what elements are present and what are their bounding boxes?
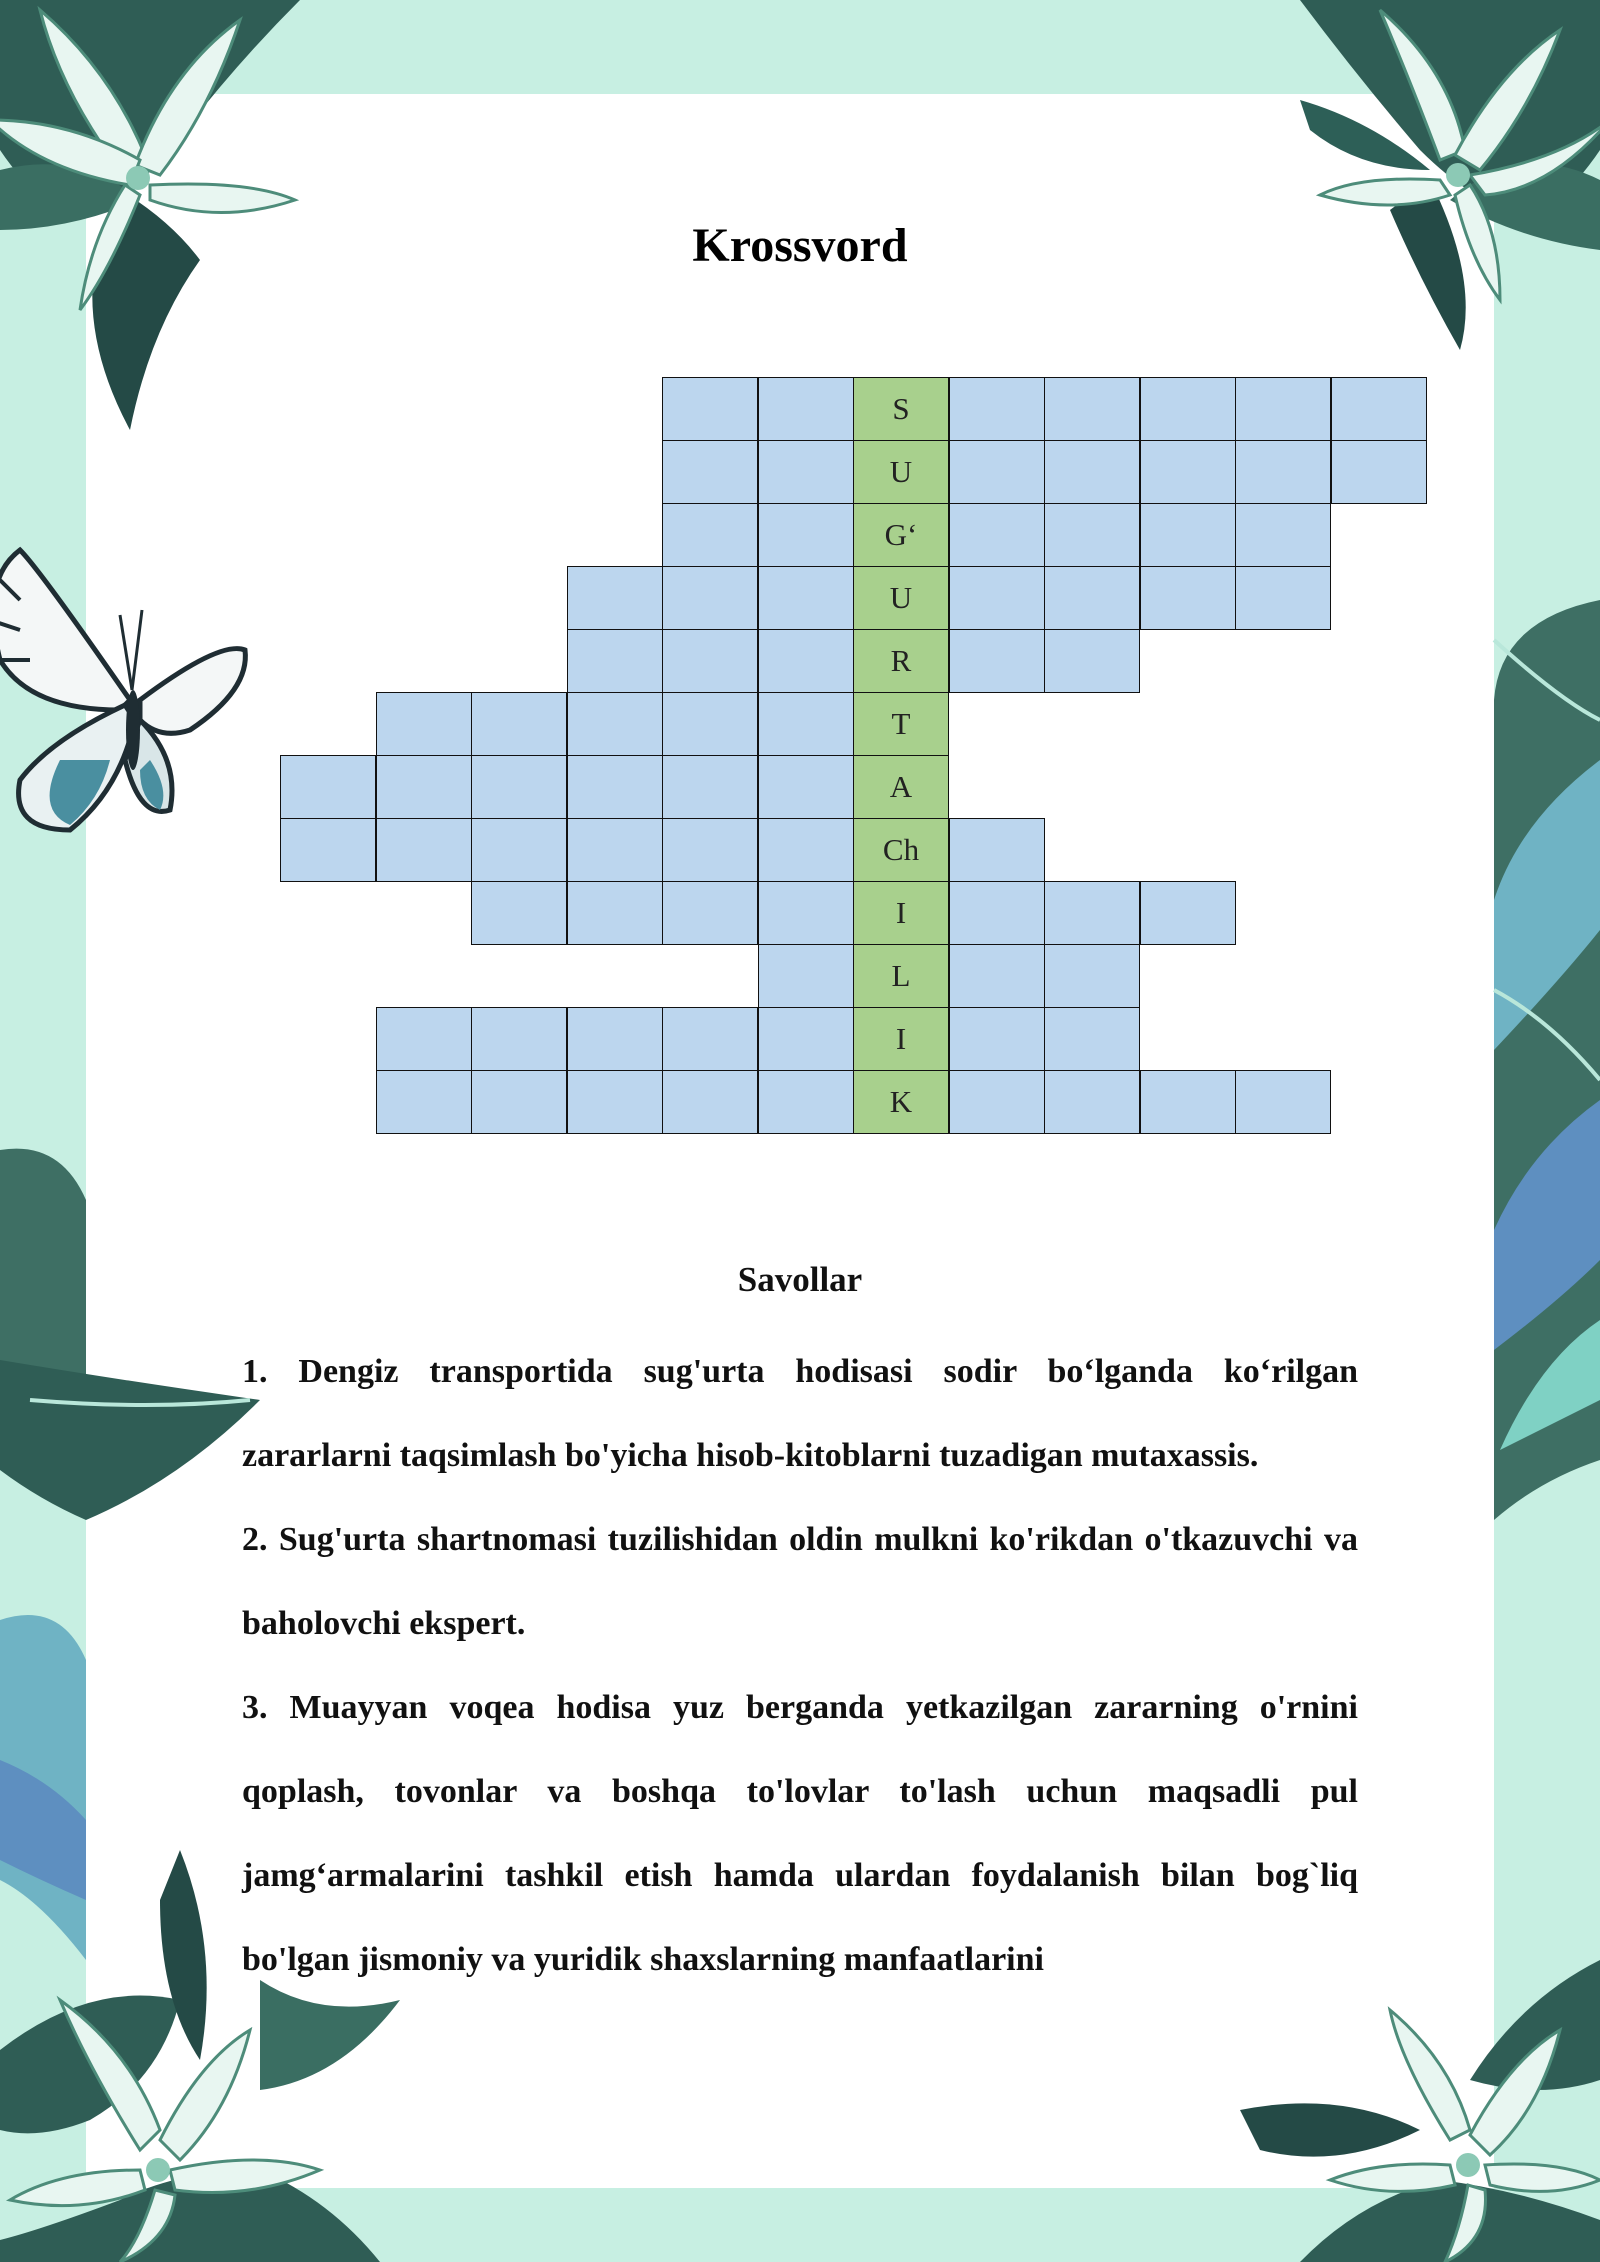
crossword-cell bbox=[471, 818, 567, 882]
crossword-cell bbox=[949, 503, 1045, 567]
crossword-cell bbox=[1331, 377, 1427, 441]
crossword-cell bbox=[758, 1070, 854, 1134]
crossword-cell bbox=[758, 818, 854, 882]
crossword-cell bbox=[471, 1070, 567, 1134]
crossword-key-cell: A bbox=[853, 755, 949, 819]
crossword-cell bbox=[949, 377, 1045, 441]
crossword-cell bbox=[567, 1070, 663, 1134]
crossword-cell bbox=[376, 692, 472, 756]
crossword-cell bbox=[949, 944, 1045, 1008]
crossword-cell bbox=[758, 692, 854, 756]
crossword-cell bbox=[1044, 1070, 1140, 1134]
crossword-cell bbox=[471, 755, 567, 819]
crossword-cell bbox=[471, 692, 567, 756]
crossword-key-cell: R bbox=[853, 629, 949, 693]
crossword-cell bbox=[1044, 440, 1140, 504]
crossword-cell bbox=[567, 629, 663, 693]
question-item: 2. Sug'urta shartnomasi tuzilishidan oldin mulkni ko'rikdan o'tkazuvchi va baholovchi ekspert. bbox=[242, 1521, 1358, 1642]
crossword-cell bbox=[949, 1007, 1045, 1071]
crossword-key-cell: K bbox=[853, 1070, 949, 1134]
crossword-cell bbox=[662, 818, 758, 882]
crossword-cell bbox=[280, 818, 376, 882]
crossword-cell bbox=[758, 440, 854, 504]
crossword-cell bbox=[662, 566, 758, 630]
crossword-cell bbox=[1140, 881, 1236, 945]
crossword-cell bbox=[1235, 377, 1331, 441]
questions-list bbox=[242, 1330, 1358, 2002]
crossword-cell bbox=[662, 440, 758, 504]
crossword-cell bbox=[758, 503, 854, 567]
crossword-cell bbox=[1140, 1070, 1236, 1134]
crossword-key-cell: S bbox=[853, 377, 949, 441]
crossword-cell bbox=[662, 1007, 758, 1071]
crossword-cell bbox=[662, 377, 758, 441]
crossword-cell bbox=[662, 755, 758, 819]
crossword-cell bbox=[1140, 440, 1236, 504]
crossword-cell bbox=[949, 566, 1045, 630]
crossword-cell bbox=[758, 566, 854, 630]
crossword-cell bbox=[662, 692, 758, 756]
crossword-cell bbox=[376, 818, 472, 882]
crossword-cell bbox=[758, 1007, 854, 1071]
crossword-key-cell: Ch bbox=[853, 818, 949, 882]
crossword-key-cell: T bbox=[853, 692, 949, 756]
crossword-cell bbox=[758, 881, 854, 945]
crossword-key-cell: U bbox=[853, 440, 949, 504]
crossword-cell bbox=[1044, 566, 1140, 630]
crossword-cell bbox=[567, 1007, 663, 1071]
crossword-cell bbox=[471, 881, 567, 945]
crossword-cell bbox=[662, 629, 758, 693]
crossword-cell bbox=[1044, 377, 1140, 441]
crossword-cell bbox=[1235, 440, 1331, 504]
crossword-cell bbox=[376, 755, 472, 819]
crossword-cell bbox=[758, 755, 854, 819]
crossword-cell bbox=[1140, 503, 1236, 567]
crossword-cell bbox=[280, 755, 376, 819]
crossword-cell bbox=[949, 629, 1045, 693]
crossword-key-cell: L bbox=[853, 944, 949, 1008]
crossword-cell bbox=[1044, 629, 1140, 693]
crossword-cell bbox=[662, 503, 758, 567]
crossword-cell bbox=[1044, 881, 1140, 945]
page-title: Krossvord bbox=[692, 219, 908, 272]
crossword-cell bbox=[758, 944, 854, 1008]
crossword-cell bbox=[1044, 944, 1140, 1008]
crossword-key-cell: I bbox=[853, 1007, 949, 1071]
questions-title: Savollar bbox=[737, 1260, 863, 1299]
crossword-cell bbox=[567, 818, 663, 882]
crossword-cell bbox=[1044, 1007, 1140, 1071]
crossword-cell bbox=[662, 1070, 758, 1134]
question-item: 1. Dengiz transportida sug'urta hodisasi sodir bo‘lganda ko‘rilgan zararlarni taqsimlash bo'yicha hisob-kitoblarni tuzadigan mutaxassis. bbox=[242, 1353, 1358, 1474]
crossword-cell bbox=[567, 755, 663, 819]
crossword-cell bbox=[758, 629, 854, 693]
crossword-cell bbox=[949, 1070, 1045, 1134]
crossword-cell bbox=[376, 1007, 472, 1071]
crossword-cell bbox=[1044, 503, 1140, 567]
crossword-cell bbox=[949, 440, 1045, 504]
crossword-key-cell: G‘ bbox=[853, 503, 949, 567]
crossword-cell bbox=[1140, 377, 1236, 441]
crossword-cell bbox=[949, 818, 1045, 882]
crossword-key-cell: I bbox=[853, 881, 949, 945]
crossword-cell bbox=[567, 881, 663, 945]
crossword-cell bbox=[567, 692, 663, 756]
crossword-cell bbox=[662, 881, 758, 945]
crossword-cell bbox=[1140, 566, 1236, 630]
crossword-cell bbox=[758, 377, 854, 441]
crossword-cell bbox=[1235, 503, 1331, 567]
crossword-cell bbox=[1235, 566, 1331, 630]
crossword-cell bbox=[471, 1007, 567, 1071]
crossword-cell bbox=[949, 881, 1045, 945]
question-item: 3. Muayyan voqea hodisa yuz berganda yetkazilgan zararning o'rnini qoplash, tovonlar va boshqa to'lovlar to'lash uchun maqsadli pul jamg‘armalarini tashkil etish hamda ulardan foydalanish bilan bog`liq bo'lgan jismoniy va yuridik shaxslarning manfaatlarini bbox=[242, 1689, 1358, 1978]
crossword-cell bbox=[1235, 1070, 1331, 1134]
crossword-cell bbox=[376, 1070, 472, 1134]
crossword-key-cell: U bbox=[853, 566, 949, 630]
crossword-cell bbox=[567, 566, 663, 630]
crossword-cell bbox=[1331, 440, 1427, 504]
